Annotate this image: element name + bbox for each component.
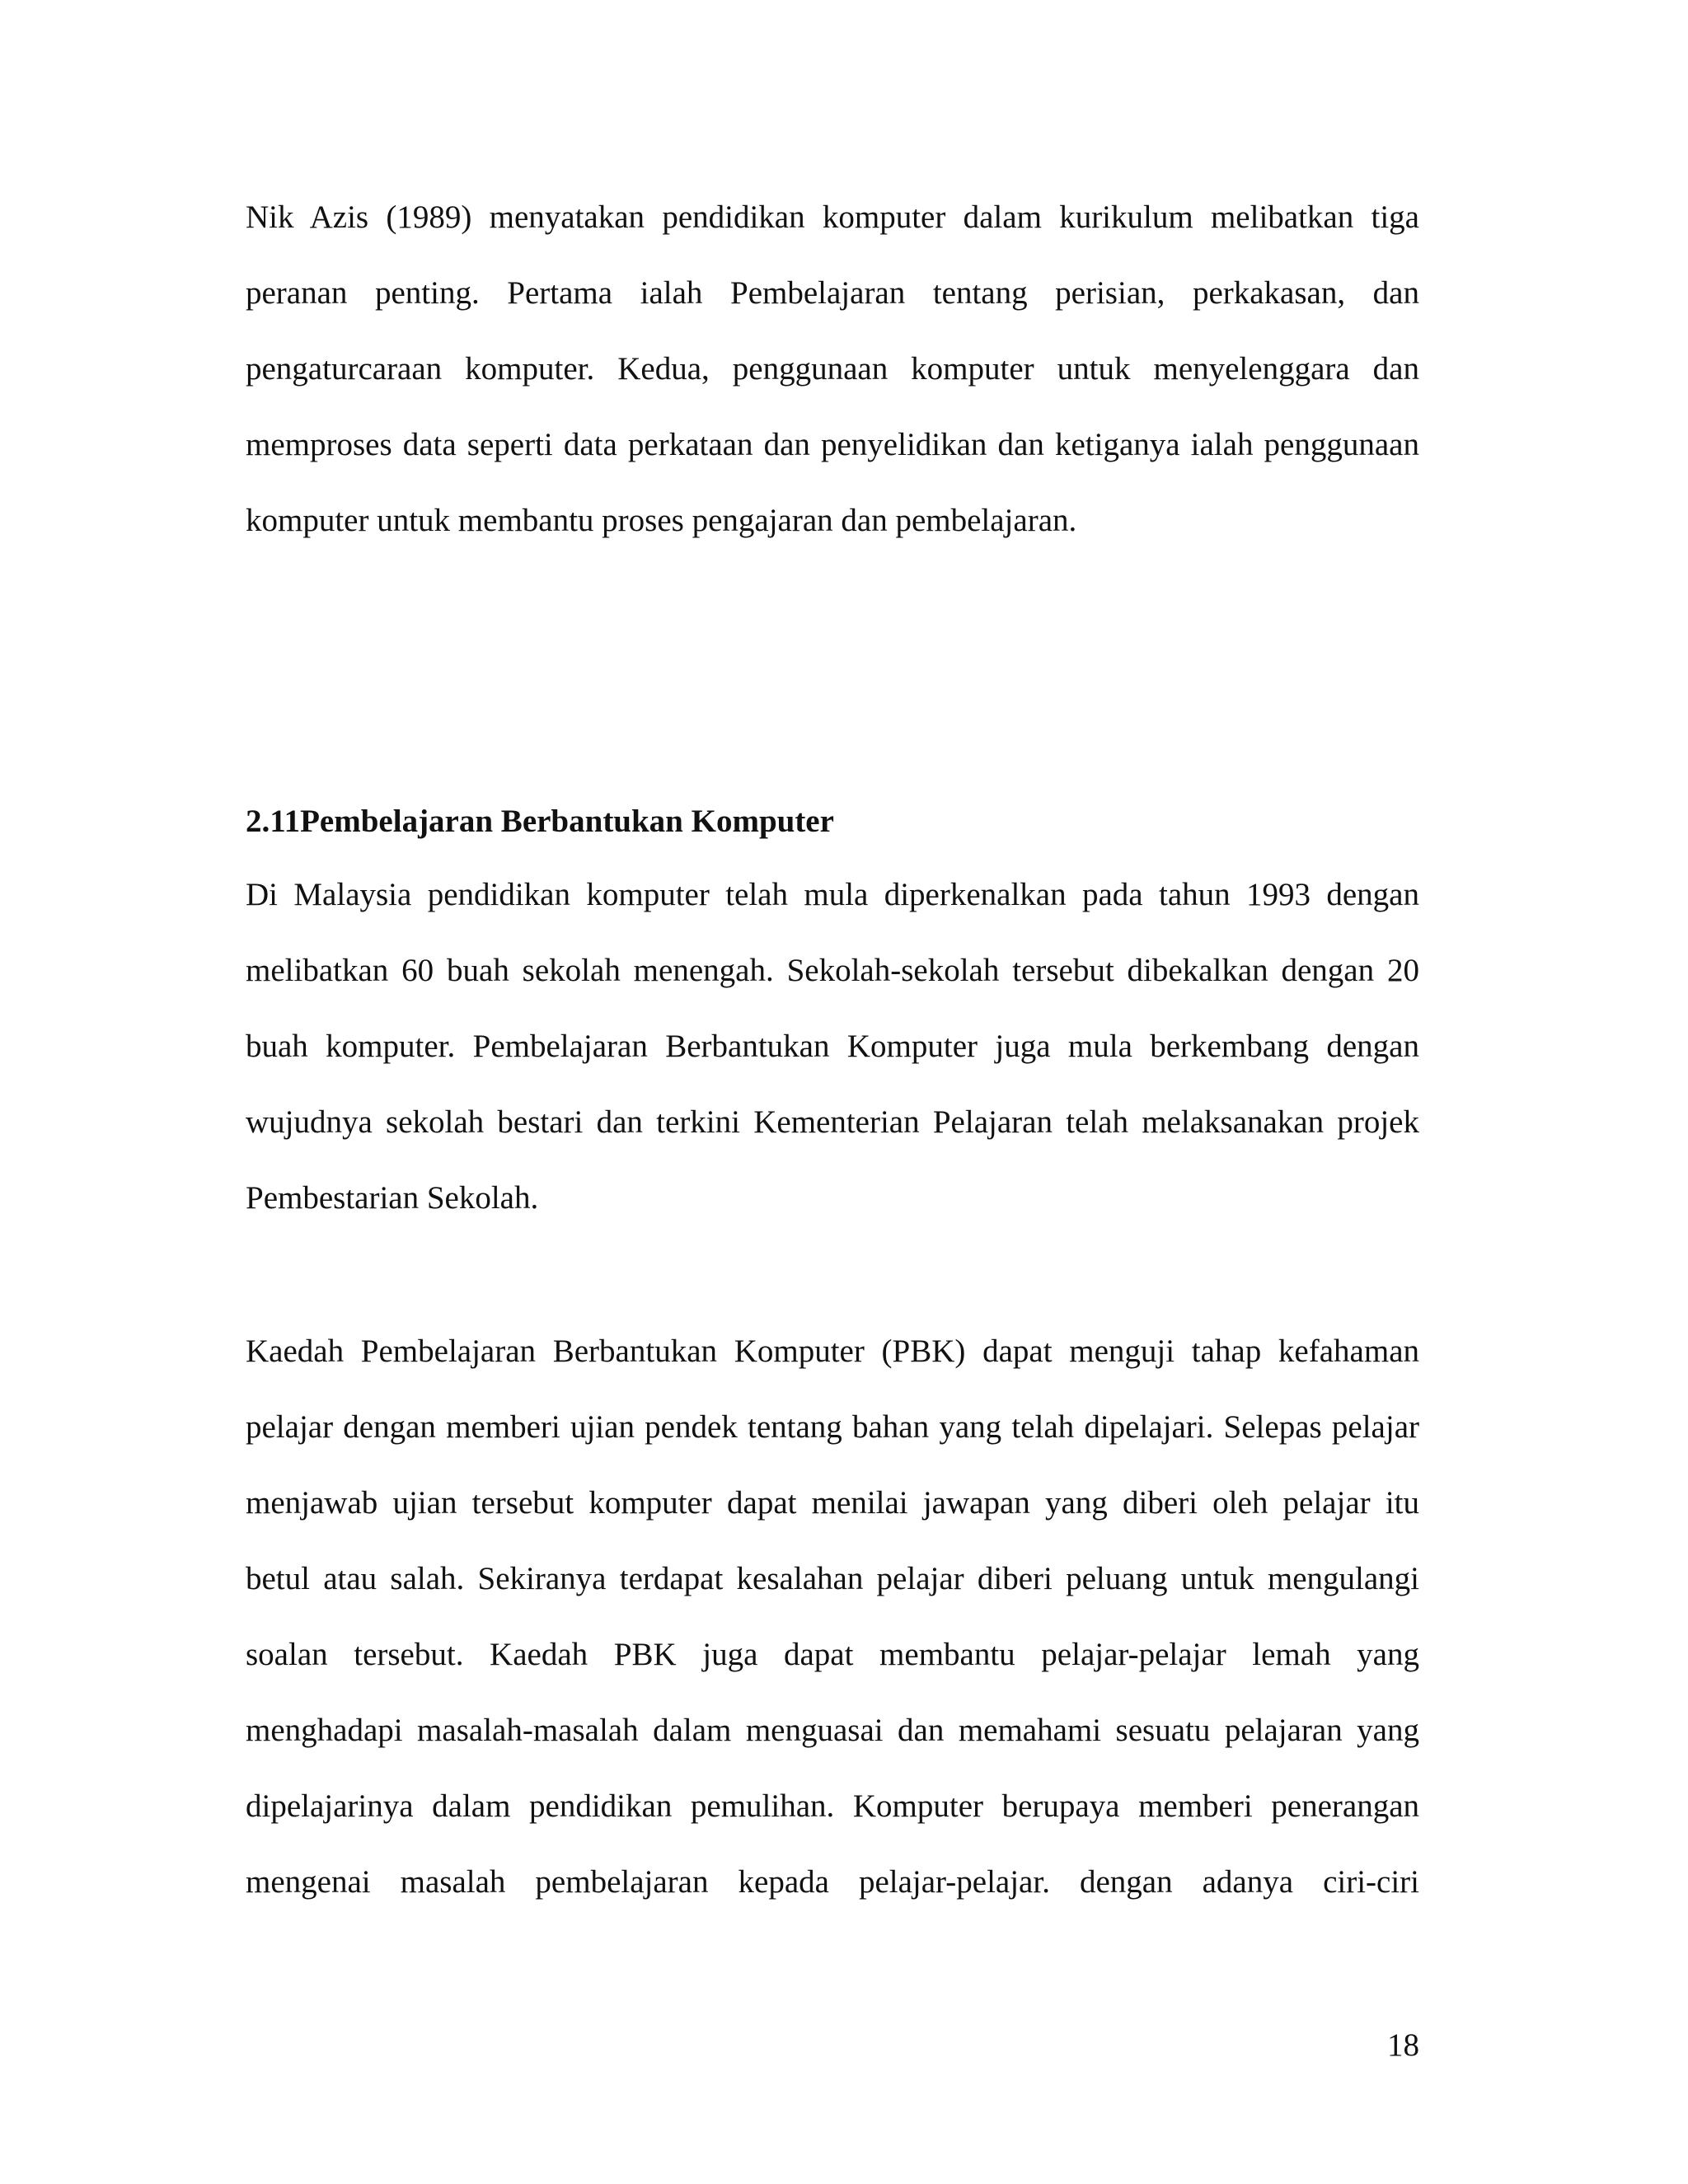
- paragraph-line: betul atau salah. Sekiranya terdapat kesalahan pelajar diberi peluang untuk mengulangi: [246, 1561, 1419, 1596]
- section-title: Pembelajaran Berbantukan Komputer: [300, 804, 834, 839]
- section-heading: [246, 793, 834, 851]
- paragraph-line: menjawab ujian tersebut komputer dapat menilai jawapan yang diberi oleh pelajar itu: [246, 1485, 1419, 1521]
- paragraph-line: memproses data seperti data perkataan dan penyelidikan dan ketiganya ialah penggunaan: [246, 427, 1419, 462]
- paragraph-line: dipelajarinya dalam pendidikan pemulihan. Komputer berupaya memberi penerangan: [246, 1788, 1419, 1824]
- paragraph-line: pengaturcaraan komputer. Kedua, penggunaan komputer untuk menyelenggara dan: [246, 351, 1419, 387]
- paragraph-nik-azis: [246, 180, 1419, 559]
- paragraph-line: peranan penting. Pertama ialah Pembelajaran tentang perisian, perkakasan, dan: [246, 275, 1419, 311]
- paragraph-line: Nik Azis (1989) menyatakan pendidikan komputer dalam kurikulum melibatkan tiga: [246, 199, 1419, 235]
- section-number: 2.11: [246, 804, 301, 839]
- paragraph-line: Kaedah Pembelajaran Berbantukan Komputer (PBK) dapat menguji tahap kefahaman: [246, 1333, 1419, 1369]
- paragraph-line: pelajar dengan memberi ujian pendek tentang bahan yang telah dipelajari. Selepas pelajar: [246, 1409, 1419, 1445]
- paragraph-line: komputer untuk membantu proses pengajaran dan pembelajaran.: [246, 503, 1077, 538]
- paragraph-line: Pembestarian Sekolah.: [246, 1180, 539, 1216]
- paragraph-line: mengenai masalah pembelajaran kepada pelajar-pelajar. dengan adanya ciri-ciri: [246, 1864, 1419, 1900]
- paragraph-line: menghadapi masalah-masalah dalam menguasai dan memahami sesuatu pelajaran yang: [246, 1713, 1419, 1748]
- paragraph-line: melibatkan 60 buah sekolah menengah. Sekolah-sekolah tersebut dibekalkan dengan 20: [246, 953, 1419, 988]
- paragraph-line: soalan tersebut. Kaedah PBK juga dapat membantu pelajar-pelajar lemah yang: [246, 1637, 1419, 1672]
- paragraph-malaysia: [246, 857, 1419, 1236]
- page-number: 18: [1387, 2027, 1419, 2063]
- paragraph-kaedah-pbk: [246, 1314, 1419, 1920]
- paragraph-line: wujudnya sekolah bestari dan terkini Kementerian Pelajaran telah melaksanakan projek: [246, 1104, 1419, 1140]
- paragraph-line: buah komputer. Pembelajaran Berbantukan Komputer juga mula berkembang dengan: [246, 1029, 1419, 1064]
- paragraph-line: Di Malaysia pendidikan komputer telah mula diperkenalkan pada tahun 1993 dengan: [246, 877, 1419, 912]
